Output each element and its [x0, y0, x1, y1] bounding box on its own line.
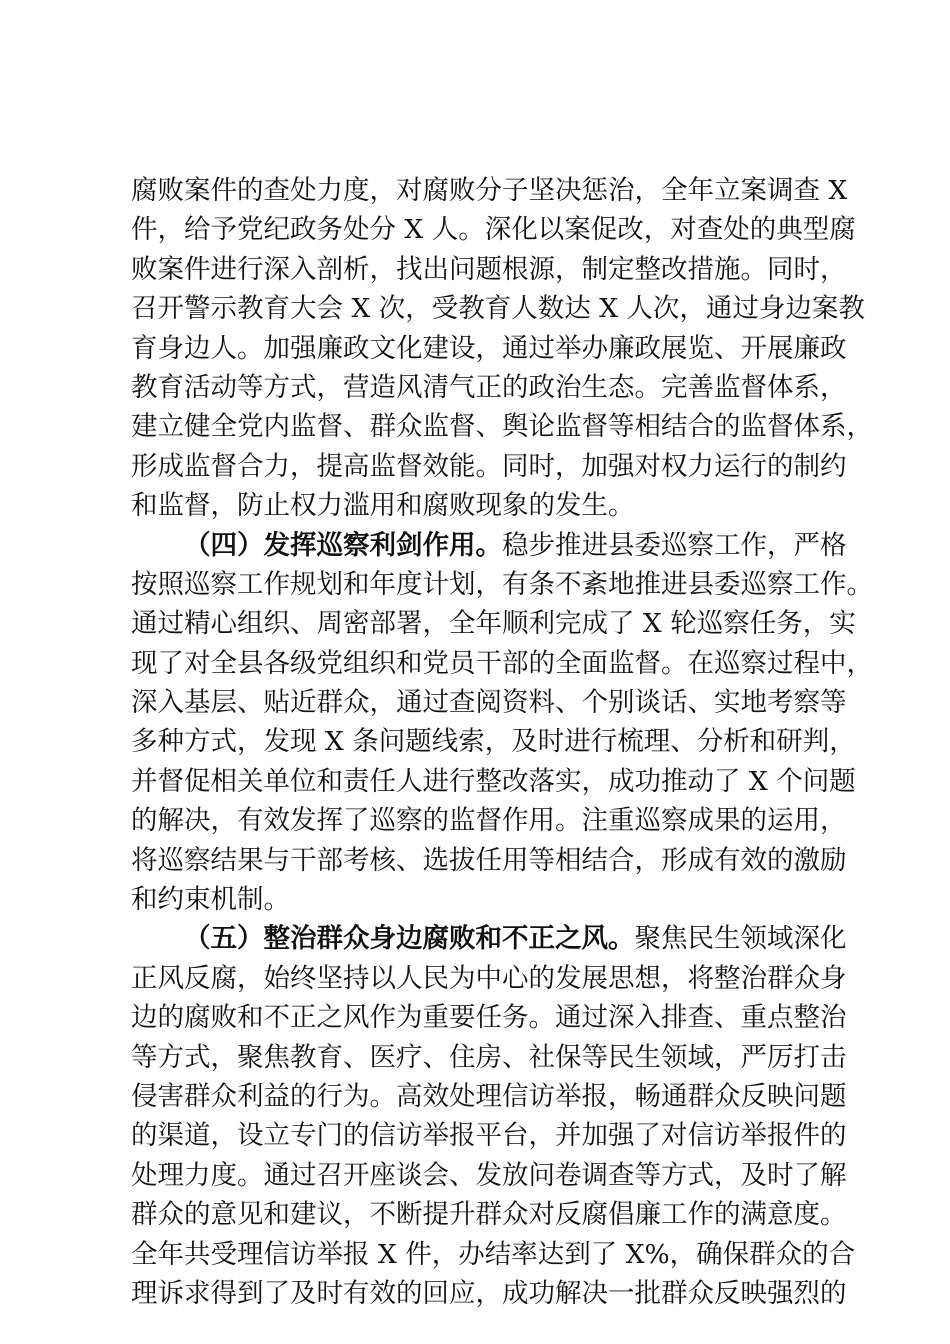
text-line: 形成监督合力，提高监督效能。同时，加强对权力运行的制约: [131, 450, 847, 482]
text-line: [131, 526, 847, 565]
text-line: 通过精心组织、周密部署，全年顺利完成了 X 轮巡察任务，实: [131, 608, 856, 640]
text-line: 处理力度。通过召开座谈会、发放问卷调查等方式，及时了解: [131, 1159, 847, 1191]
text-line: 理诉求得到了及时有效的回应，成功解决一批群众反映强烈的: [131, 1277, 847, 1309]
text-line: 现了对全县各级党组织和党员干部的全面监督。在巡察过程中，: [131, 647, 873, 679]
text-line: 侵害群众利益的行为。高效处理信访举报，畅通群众反映问题: [131, 1080, 847, 1112]
text-line: 并督促相关单位和责任人进行整改落实，成功推动了 X 个问题: [131, 765, 856, 797]
section-heading-4: （四）发挥巡察利剑作用。: [184, 529, 502, 561]
text-line: 育身边人。加强廉政文化建设，通过举办廉政展览、开展廉政: [131, 332, 847, 364]
paragraph-1: [131, 171, 873, 526]
text-line: 将巡察结果与干部考核、选拔任用等相结合，形成有效的激励: [131, 844, 847, 876]
text-line: 召开警示教育大会 X 次，受教育人数达 X 人次，通过身边案教: [131, 293, 865, 325]
text-line: 和约束机制。: [131, 884, 290, 916]
text-line: 和监督，防止权力滥用和腐败现象的发生。: [131, 490, 635, 522]
text-run: 稳步推进县委巡察工作，严格: [502, 529, 847, 561]
text-line: 多种方式，发现 X 条问题线索，及时进行梳理、分析和研判，: [131, 726, 856, 758]
text-line: 教育活动等方式，营造风清气正的政治生态。完善监督体系，: [131, 371, 847, 403]
text-line: 全年共受理信访举报 X 件，办结率达到了 X%，确保群众的合: [131, 1238, 856, 1270]
text-line: 腐败案件的查处力度，对腐败分子坚决惩治，全年立案调查 X: [131, 175, 848, 206]
text-line: 正风反腐，始终坚持以人民为中心的发展思想，将整治群众身: [131, 962, 847, 994]
text-line: 深入基层、贴近群众，通过查阅资料、个别谈话、实地考察等: [131, 687, 847, 719]
section-heading-5: （五）整治群众身边腐败和不正之风。: [184, 923, 635, 955]
text-line: [131, 919, 847, 958]
text-line: 的解决，有效发挥了巡察的监督作用。注重巡察成果的运用，: [131, 805, 847, 837]
text-line: 等方式，聚焦教育、医疗、住房、社保等民生领域，严厉打击: [131, 1041, 847, 1073]
body-text: [131, 171, 873, 1313]
text-line: 败案件进行深入剖析，找出问题根源，制定整改措施。同时，: [131, 253, 847, 285]
text-line: 按照巡察工作规划和年度计划，有条不紊地推进县委巡察工作。: [131, 568, 873, 600]
text-line: 建立健全党内监督、群众监督、舆论监督等相结合的监督体系，: [131, 411, 873, 443]
paragraph-2: [131, 526, 873, 920]
text-line: 件，给予党纪政务处分 X 人。深化以案促改，对查处的典型腐: [131, 214, 856, 246]
text-line: 的渠道，设立专门的信访举报平台，并加强了对信访举报件的: [131, 1120, 847, 1152]
text-run: 聚焦民生领域深化: [634, 923, 847, 955]
text-line: 边的腐败和不正之风作为重要任务。通过深入排查、重点整治: [131, 1002, 847, 1034]
paragraph-3: [131, 919, 856, 1313]
text-line: 群众的意见和建议，不断提升群众对反腐倡廉工作的满意度。: [131, 1199, 847, 1231]
